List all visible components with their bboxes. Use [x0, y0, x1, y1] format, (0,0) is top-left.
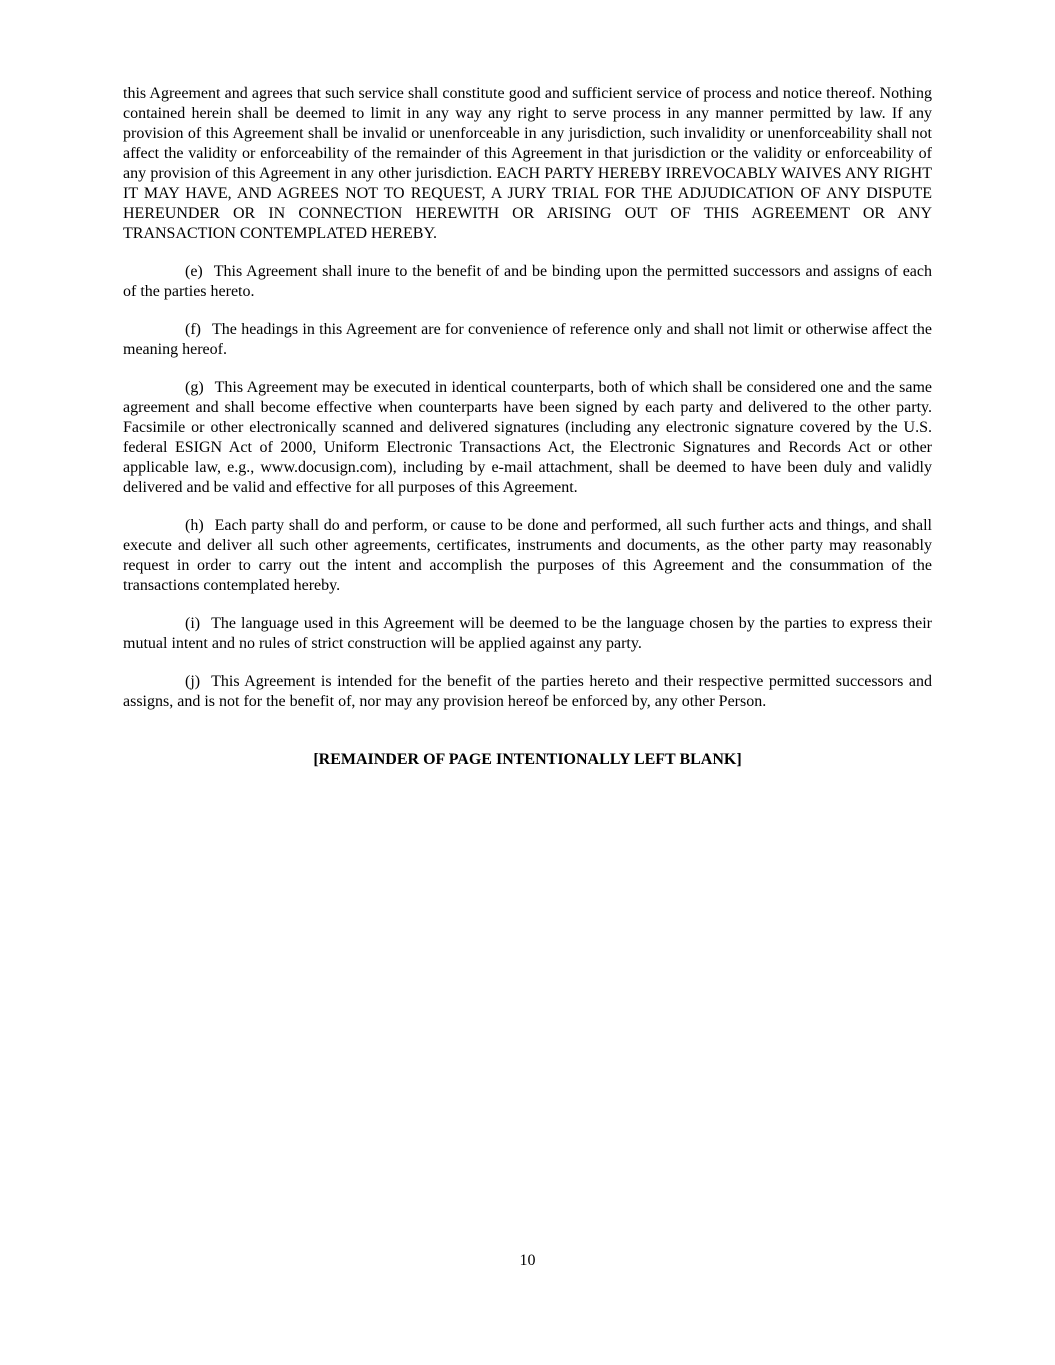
paragraph-text: The headings in this Agreement are for convenience of reference only and shall not limit or otherwise affect the meaning hereof. — [123, 321, 932, 358]
paragraph-text: This Agreement is intended for the benefit of the parties hereto and their respective permitted successors and assigns, and is not for the benefit of, nor may any provision hereof be enforced by, any other Person. — [123, 673, 932, 710]
remainder-of-page-notice: [REMAINDER OF PAGE INTENTIONALLY LEFT BLANK] — [313, 751, 742, 768]
paragraph-label: (i) — [185, 615, 201, 632]
paragraph-continuation — [123, 84, 932, 244]
paragraph-text: Each party shall do and perform, or cause to be done and performed, all such further acts and things, and shall execute and deliver all such other agreements, certificates, instruments and documents, as the other party may reasonably request in order to carry out the intent and accomplish the purposes of this Agreement and the consummation of the transactions contemplated hereby. — [123, 517, 932, 594]
paragraph-text: The language used in this Agreement will be deemed to be the language chosen by the parties to express their mutual intent and no rules of strict construction will be applied against any party. — [123, 615, 932, 652]
body-text — [123, 84, 932, 770]
paragraph-label: (e) — [185, 263, 203, 280]
paragraph-h — [123, 516, 932, 596]
paragraph-f — [123, 320, 932, 360]
paragraph-i — [123, 614, 932, 654]
paragraph-text: This Agreement may be executed in identical counterparts, both of which shall be considered one and the same agreement and shall become effective when counterparts have been signed by each party and delivered to the other party. Facsimile or other electronically scanned and delivered signatures (including any electronic signature covered by the U.S. federal ESIGN Act of 2000, Uniform Electronic Transactions Act, the Electronic Signatures and Records Act or other applicable law, e.g., www.docusign.com), including by e-mail attachment, shall be deemed to have been duly and validly delivered and be valid and effective for all purposes of this Agreement. — [123, 379, 932, 496]
page-number: 10 — [519, 1252, 536, 1269]
paragraph-e — [123, 262, 932, 302]
paragraph-label: (f) — [185, 321, 201, 338]
paragraph-j — [123, 672, 932, 712]
paragraph-label: (g) — [185, 379, 204, 396]
paragraph-label: (j) — [185, 673, 201, 690]
paragraph-text: This Agreement shall inure to the benefit of and be binding upon the permitted successors and assigns of each of the parties hereto. — [123, 263, 932, 300]
paragraph-g — [123, 378, 932, 498]
paragraph-text: this Agreement and agrees that such service shall constitute good and sufficient service of process and notice thereof. Nothing contained herein shall be deemed to limit in any way any right to serve process in any manner permitted by law. If any provision of this Agreement shall be invalid or unenforceable in any jurisdiction, such invalidity or unenforceability shall not affect the validity or enforceability of the remainder of this Agreement in that jurisdiction or the validity or enforceability of any provision of this Agreement in any other jurisdiction. EACH PARTY HEREBY IRREVOCABLY WAIVES ANY RIGHT IT MAY HAVE, AND AGREES NOT TO REQUEST, A JURY TRIAL FOR THE ADJUDICATION OF ANY DISPUTE HEREUNDER OR IN CONNECTION HEREWITH OR ARISING OUT OF THIS AGREEMENT OR ANY TRANSACTION CONTEMPLATED HEREBY. — [123, 85, 932, 242]
paragraph-label: (h) — [185, 517, 204, 534]
